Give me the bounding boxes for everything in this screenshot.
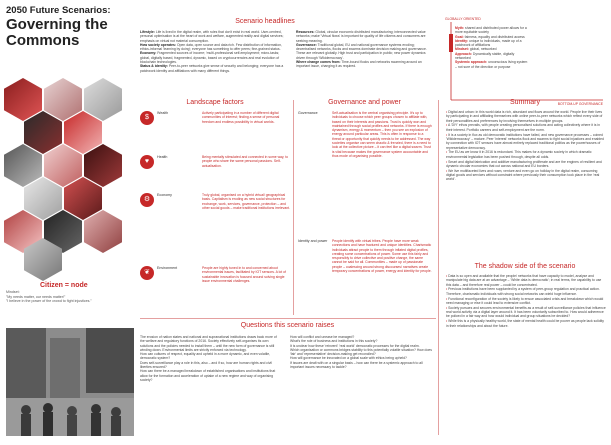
questions-heading: Questions this scenario raises [240,322,335,329]
hex-image-5 [64,111,102,154]
landscape-text: Truly global, organised on a hybrid virtual/ geographical basis. Capitalism is eroding as new social structures for exchange, work, services, governance, protection – and other social goods – make traditional institutions irrelevant. [202,193,291,210]
hex-image-13 [84,210,122,253]
hex-image-6 [4,144,42,187]
hex-image-9 [24,177,62,220]
summary-item: • A 'DIY' ethos prevails, with people creating personalised solutions and acting collectively where it is in their interest. Portfolio careers and self-employment are the norm. [446,123,606,132]
question-paragraph: How can there be a managed breakdown of established organisations and institutions that allow for the formation and acceleration of uptake of a new regime and way of organising society? [140,369,276,382]
coin-icon: $ [140,111,154,125]
question-paragraph: Does self-surveillance play a role in this, also – and if so, how are human rights and civil liberties ensured? [140,360,272,370]
quad-item: Systemic approach: unconscious living system – not sure of the direction or purpose [455,60,528,69]
quad-item: Approach: Dynamically stable, digitally networked [455,51,515,61]
quad-bottom-label: BOTTOM-UP GOVERNANCE [557,102,603,106]
hex-image-7 [44,144,82,187]
mindset-block [6,290,146,304]
shadow-item: • Society pursues and secures environmental benefits as a result of self-surveillance policies that influence real world activity via a digital layer around it. It has been voluntarily subscribed to. How would adherence be policed in a fair way and how would individual and group situations be decided? [446,306,606,319]
summary-item: • We live multifaceted lives and roam, venture and even go on holiday in the digital realm, consuming digital goods and services without constraint where previously their consumption took place in the 'real world'. [446,169,606,182]
section-divider [140,318,436,319]
headlines-heading: Scenario headlines [235,18,295,25]
landscape-label: Environment [157,266,178,270]
column-divider [293,100,294,315]
headline-paragraph: Where change comes from: Time-bound flocks and networks swarming around an important issue, changing it as required. [296,60,422,69]
headline-paragraph: Status & identity: Peer-to-peer networks give sense of security and belonging; everyone has a patchwork identity and affiliations with many different things. [140,64,284,73]
identity-power-label: Identity and power [298,239,328,243]
headline-paragraph: Economy: Fragmented sources of income; 'multi-professional self-employment; micro-tasks; global, digitally based, fragmented, dynamic, based on cryptocurrencies and real evolution of blockchain technologies. [140,51,280,65]
quad-item: Myth: shared and distributed power allows for a more equitable society [455,26,527,35]
summary-item: • Digital and urban: in this world data is rich, abundant and flows around the world. People live their lives by participating in and affiliating themselves with online peer-to-peer networks which reflect every side of their personalities and preferences by involving themselves in multiple groups. [446,110,606,123]
landscape-label: Wealth [157,111,169,115]
heart-icon: ♥ [140,155,154,169]
question-paragraph: It is unclear how these 'reinvent' 'real world' democratic processes for the digital realm. [290,343,420,348]
citizen-node-label: Citizen = node [40,282,88,289]
governance-heading: Governance and power [328,99,401,106]
landscape-row-economy [140,193,290,248]
hex-image-8 [84,144,122,187]
question-paragraph: What's the role of business and institutions in this society? [290,339,378,344]
landscape-row-wealth [140,111,290,151]
title-small: 2050 Future Scenarios: [6,5,111,16]
question-paragraph: If issues are dealt with on a singular basis – how can there be a systemic approach to all important issues necessary to tackle? [290,360,423,370]
landscape-text: Actively participating in a number of different digital communities of interest; finding a sense of personal freedom and endless possibility in virtual worlds. [202,111,280,124]
summary-item: • The EU as we know it in 2016 is redundant. This makes for a dynamic society in which dramatic environmental legislation has been pushed through, despite all odds. [446,150,606,159]
summary-item: • It is a society in flux as old democratic institutions have failed, and new governance processes – coined 'Wikidemocracy' – mature. Peer 'interest' networks flock and swarms to fight social injustices and enabled by connection with IOT sensors have almost entirely replaced traditional politics as the powerhouses of representative democracy. [446,133,606,150]
headline-paragraph: How society operates: Open data, open source and data rich. Few distribution of information, ethics-informal 'learning by doing'; everyone has something to offer peers; fine-grained status. [140,42,282,52]
page-title: Governing the Commons [6,16,108,49]
axis-marker [449,34,453,52]
headline-paragraph: Governance: Traditional global, EU and national governance systems eroding; decentralised networks, flocks and swarms dominate decision making and governance. These are relevant globally. High trust and participation in public; new power dynamics driven through 'Wikidemocracy'. [296,42,427,60]
headlines-column-2 [296,30,431,69]
hex-image-mosaic [4,78,134,278]
column-divider [438,100,439,435]
governance-text: Self-actualisation is the central organising principle. It's up to individuals to choose which peer groups chosen to affiliate with, based on their interests and passions. Trust is quickly won and maintained through social profiles and networks. If there is enough dynamism, energy & momentum – then you see an explosion of energy around particular areas. This is often in response to a threat or opportunity that quickly needs to be addressed. The way societies organise can seem chaotic & frenzied, there is a need to look at the collective picture – it can feel like a digital swarm. Trust is vital because makes the governance system accountable and thus mode of organising possible. [332,111,432,158]
mindset-line-2: "I believe in the power of the crowd to fight injustices." [6,299,92,303]
title-block [6,5,126,49]
identity-power-text: People identify with virtual tribes. People have more weak connections and have fractured and unique identities. Charismatic individuals attract people to them through inflated digital profiles, creating some concentrations of power. Some use this fairly and responsibly to drive collective and positive change, the same cannot be said for all. Communities – made up of passionate people – coalescing around strong discourses/ narratives create temporary concentrations of power, energy and identity for people. [332,239,432,274]
headline-paragraph: Resources: Global, circular economic distributed manufacturing; interconnected value networks; make 'Virtual flows' is important for quality of life citizens and consumers are seeking meaning. [296,30,426,43]
question-paragraph: How will conflict and unease be managed? [290,335,355,339]
leaf-icon: ❦ [140,266,154,280]
landscape-heading: Landscape factors [186,99,244,106]
landscape-text: Being mentally stimulated and connected in some way, to people who share the same personal passions. Self-actualisation. [202,155,289,168]
question-paragraph: How can cultures of respect, equality and upheld in a more dynamic, and even volatile, democratic system? [140,352,271,361]
question-paragraph: Which organisation or commons bridges stability to this potentially volatile situation? How does 'fair' and 'representative' decision-making get reconciled? [290,347,432,357]
shadow-heading: The shadow side of the scenario [474,263,576,270]
shadow-list [446,274,606,329]
city-crowd-photo [6,328,134,436]
quad-item: Goal: fairness, equality and distributed access [455,34,525,39]
hex-image-1 [4,78,42,121]
hex-image-3 [84,78,122,121]
summary-heading: Summary [510,99,540,106]
question-paragraph: How will governance be innovated on a global scale with ethics being upheld? [290,356,407,361]
hex-image-4 [24,111,62,154]
landscape-label: Economy [157,193,172,197]
mindset-label: Mindset: [6,290,20,294]
landscape-label: Health [157,155,168,159]
summary-item: • Smart and digital fabrication and additive manufacturing proliferate and are the engines of resilient and dynamic circular economies that cut across national and EU borders. [446,160,606,169]
landscape-row-environment [140,266,290,311]
questions-column-1 [140,335,280,382]
shadow-item: • Functional reconfiguration of the society is likely to ensue associated crisis and breakdown which would need managing or else it could lead to extensive conflict. [446,297,606,306]
headlines-column-1 [140,30,290,73]
governance-label: Governance [298,111,318,115]
shadow-item: • Previous institutions have been supplanted by a system of peer-group regulation and practical action. Therefore, charismatic individuals with strong social networks can wield huge influence. [446,287,606,296]
quad-item: Mindset: global, networked [455,47,497,52]
shadow-item: • While this is a physically healthy world, the state of mental health could be poorer as people lack solidity in their relationships and about the future. [446,319,606,328]
shadow-item: • Data is so open and available that the people/ networks that have capacity to model, analyse and manipulate big data are at an advantage – 'White data is democratic'; in real terms, the capability to use this data – and therefore real power – could be concentrated. [446,274,606,287]
hex-image-2 [44,78,82,121]
mindset-line-1: "My needs matter, our needs matter!" [6,294,66,299]
hex-image-10 [64,177,102,220]
landscape-text: People are highly tuned in to and concerned about environmental issues, facilitated by IOT sensors. A lot of sustainable innovation is focused around solving single issue environmental challenges. [202,266,286,283]
quad-item: Identity: unique to individuals, made up of a patchwork of affiliations [455,38,522,48]
landscape-row-health [140,155,290,190]
questions-column-2 [290,335,435,369]
headline-paragraph: Lifestyle: Life is lived in the digital realm, with rules that don't exist in real world. User-centred, personal optimisation is at the heart of work and welfare, augmented reality and digital services; emphasis on virtual not material consumption. [140,30,284,43]
question-paragraph: The erosion of nation states and national and supranational institutions draws back more of the welfare and regulatory functions of 2016. Society effectively self-organises its own solutions and the policies needed to install them – until the new form of governance is still winding down. Environmental limits are strictly enforced via technology. [140,335,277,352]
cog-icon: ⚙ [140,193,154,207]
photo-illustration [6,328,134,436]
summary-list [446,110,606,182]
quad-top-label: GLOBALLY ORIENTED [445,17,481,21]
quad-items [455,26,530,69]
